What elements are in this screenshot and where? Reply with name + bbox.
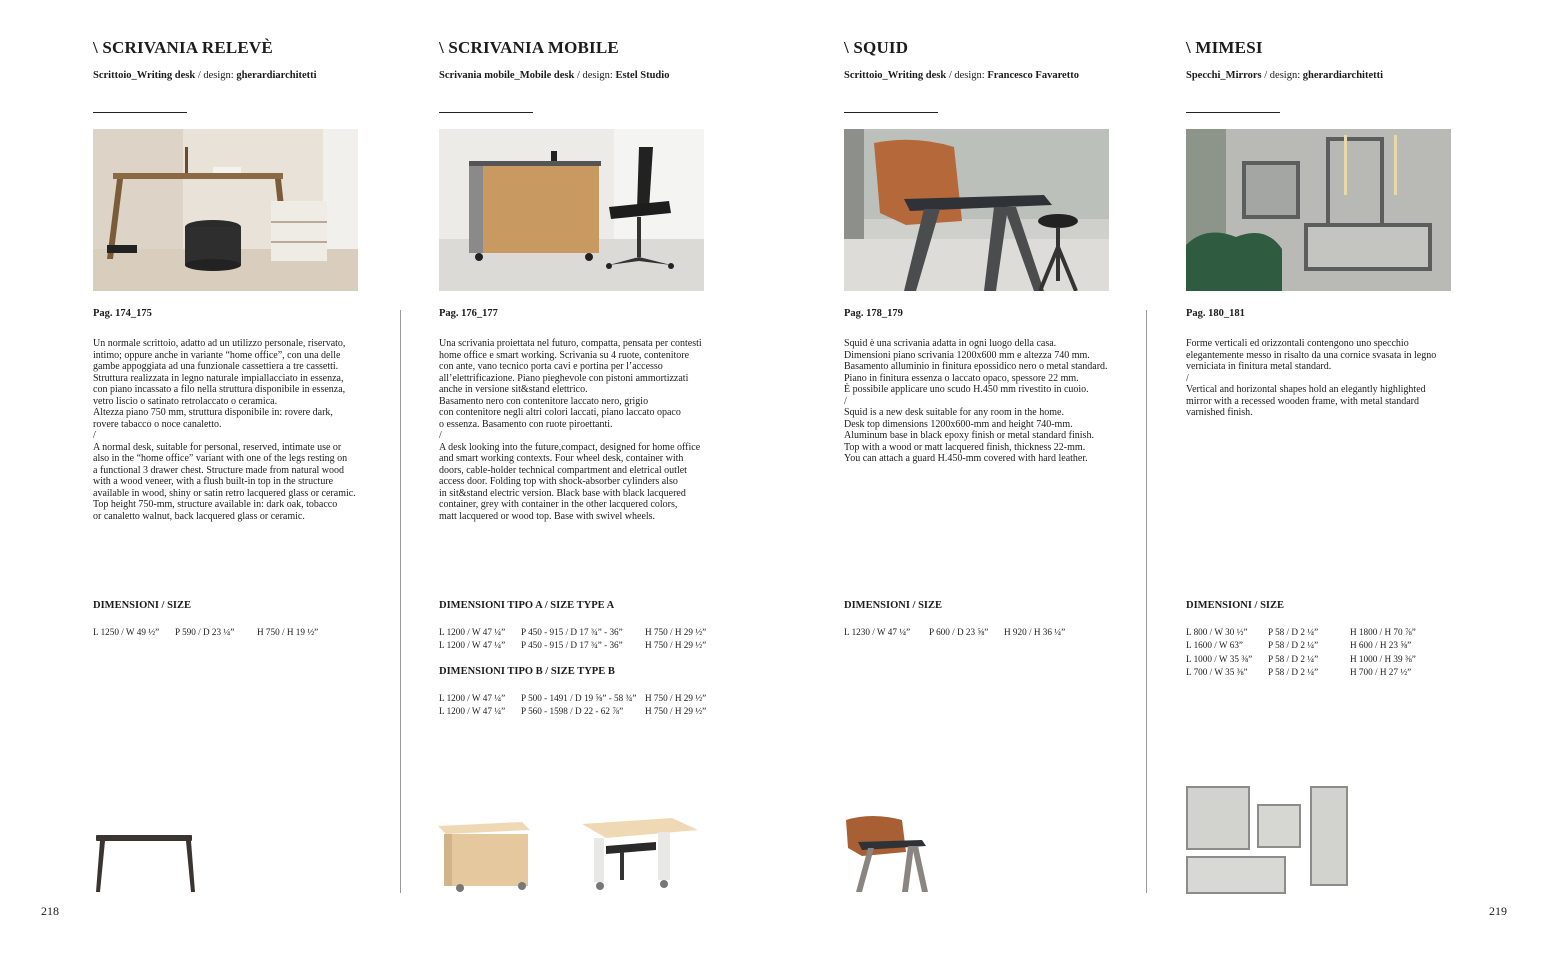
dimensions-row [1186, 625, 1424, 639]
designer-name: Francesco Favaretto [987, 70, 1079, 81]
product-squid [844, 38, 1079, 113]
dimensions-row [1186, 666, 1424, 680]
design-label: / design: [195, 70, 237, 81]
dim-depth: P 500 - 1491 / D 19 ⅝” - 58 ¾” [521, 692, 637, 703]
product-subtitle [1186, 70, 1383, 81]
product-subtitle [439, 70, 669, 81]
dim-height: H 750 / H 29 ½” [645, 640, 707, 651]
dimensions-block [1186, 600, 1424, 679]
product-type: Scrittoio_Writing desk [844, 70, 947, 81]
dimensions-heading: DIMENSIONI / SIZE [844, 600, 943, 611]
dim-width: L 1000 / W 35 ⅜” [1186, 653, 1253, 664]
product-thumbnail-releve [94, 832, 196, 894]
product-title: \ SCRIVANIA RELEVÈ [93, 38, 273, 57]
page-number-right: 219 [1489, 904, 1507, 918]
dimensions-table [93, 625, 326, 639]
product-description: Una scrivania proiettata nel futuro, compatta, pensata per contesti home office e smart working. Scrivania su 4 ruote, contenitore con ante, vano tecnico porta cavi e portina per l’accesso all’elettrificazione. Piano pieghevole con pistoni ammortizzati anche in versione sit&stand elettrico. Basamento nero con contenitore laccato nero, grigio con contenitore negli altri colori laccati, piano laccato opaco o essenza. Basamento con ruote piroettanti. / A desk looking into the future,compact, designed for home office and smart working contexts. Four wheel desk, container with doors, cable-holder technical compartment and eletrical outlet access door. Folding top with shock-absorber cylinders also in sit&stand electric version. Black base with black lacquered container, grey with container in the other lacquered colors, matt lacquered or wood top. Base with swivel wheels. [439, 338, 702, 522]
column-divider [1146, 310, 1147, 893]
dim-width: L 800 / W 30 ½” [1186, 626, 1248, 637]
product-photo-squid [844, 129, 1109, 291]
dim-height: H 600 / H 23 ⅝” [1350, 640, 1412, 651]
product-thumbnail-squid [842, 812, 928, 894]
product-type: Scrittoio_Writing desk [93, 70, 196, 81]
designer-name: Estel Studio [615, 70, 670, 81]
divider-rule [1186, 112, 1280, 113]
dim-depth: P 58 / D 2 ¼” [1268, 653, 1319, 664]
product-photo-releve [93, 129, 358, 291]
dim-depth: P 560 - 1598 / D 22 - 62 ⅞” [521, 706, 624, 717]
dim-depth: P 58 / D 2 ¼” [1268, 667, 1319, 678]
product-scrivania-mobile [439, 38, 669, 113]
dim-width: L 1200 / W 47 ¼” [439, 706, 506, 717]
designer-name: gherardiarchitetti [1302, 70, 1384, 81]
dimensions-heading: DIMENSIONI / SIZE [1186, 600, 1285, 611]
dimensions-heading-b: DIMENSIONI TIPO B / SIZE TYPE B [439, 666, 615, 677]
product-subtitle [93, 70, 317, 81]
dimensions-row [439, 691, 714, 705]
dimensions-row [1186, 639, 1424, 653]
dim-height: H 750 / H 29 ½” [645, 626, 707, 637]
dimensions-row [93, 625, 326, 639]
page-reference: Pag. 180_181 [1186, 308, 1245, 319]
divider-rule [93, 112, 187, 113]
product-description: Squid è una scrivania adatta in ogni luogo della casa. Dimensioni piano scrivania 1200x600 mm e altezza 740 mm. Basamento alluminio in finitura epossidico nero o metal standard. Piano in finitura essenza o laccato opaco, spessore 22 mm. È possibile applicare uno scudo H.450 mm rivestito in cuoio. / Squid is a new desk suitable for any room in the home. Desk top dimensions 1200x600-mm and height 740-mm. Aluminum base in black epoxy finish or metal standard finish. Top with a wood or matt lacquered finish, thickness 22-mm. You can attach a guard H.450-mm covered with hard leather. [844, 338, 1108, 464]
dim-height: H 750 / H 29 ½” [645, 706, 707, 717]
product-mimesi [1186, 38, 1383, 113]
dimensions-row [439, 705, 714, 719]
product-title: \ SCRIVANIA MOBILE [439, 38, 619, 57]
dimensions-table [844, 625, 1073, 639]
dim-depth: P 600 / D 23 ⅝” [929, 626, 989, 637]
dimensions-block [439, 600, 714, 718]
product-photo-mimesi [1186, 129, 1451, 291]
dim-height: H 1000 / H 39 ⅜” [1350, 653, 1416, 664]
dim-height: H 750 / H 19 ½” [257, 626, 319, 637]
dim-width: L 700 / W 35 ⅜” [1186, 667, 1248, 678]
dim-depth: P 450 - 915 / D 17 ¾” - 36” [521, 640, 623, 651]
dim-width: L 1200 / W 47 ¼” [439, 640, 506, 651]
dim-height: H 1800 / H 70 ⅞” [1350, 626, 1416, 637]
dim-width: L 1600 / W 63” [1186, 640, 1243, 651]
dimensions-table-b [439, 691, 714, 718]
dimensions-row [844, 625, 1073, 639]
product-photo-mobile [439, 129, 704, 291]
dimensions-block [844, 600, 1073, 639]
dim-width: L 1200 / W 47 ¼” [439, 692, 506, 703]
designer-name: gherardiarchitetti [236, 70, 317, 81]
dim-width: L 1200 / W 47 ¼” [439, 626, 506, 637]
dim-depth: P 58 / D 2 ¼” [1268, 640, 1319, 651]
dim-height: H 750 / H 29 ½” [645, 692, 707, 703]
product-description: Forme verticali ed orizzontali contengono uno specchio elegantemente messo in risalto da una cornice svasata in legno verniciata in finitura metal standard. / Vertical and horizontal shapes hold an elegantly highlighted mirror with a recessed wooden frame, with metal standard varnished finish. [1186, 338, 1437, 418]
design-label: / design: [1261, 70, 1303, 81]
product-thumbnail-mobile-closed [432, 816, 532, 894]
page-reference: Pag. 174_175 [93, 308, 152, 319]
divider-rule [439, 112, 533, 113]
product-type: Specchi_Mirrors [1186, 70, 1262, 81]
product-title: \ SQUID [844, 38, 909, 57]
page-reference: Pag. 176_177 [439, 308, 498, 319]
dimensions-row [1186, 652, 1424, 666]
product-description: Un normale scrittoio, adatto ad un utilizzo personale, riservato, intimo; oppure anche in variante “home office”, con una delle gambe appoggiata ad una funzionale cassettiera a tre cassetti. Struttura realizzata in legno naturale impiallacciato in essenza, con piano incassato a filo nella struttura disponibile in essenza, vetro liscio o satinato retrolaccato o ceramica. Altezza piano 750 mm, struttura disponibile in: rovere dark, rovere tabacco o noce canaletto. / A normal desk, suitable for personal, reserved, intimate use or also in the “home office” variant with one of the legs resting on a functional 3 drawer chest. Structure made from natural wood with a wood veneer, with a flush built-in top in the structure available in wood, shiny or satin retro lacquered glass or ceramic. Top height 750-mm, structure available in: dark oak, tobacco or canaletto walnut, back lacquered glass or ceramic. [93, 338, 356, 522]
dim-depth: P 58 / D 2 ¼” [1268, 626, 1319, 637]
product-title: \ MIMESI [1186, 38, 1263, 57]
dimensions-heading: DIMENSIONI TIPO A / SIZE TYPE A [439, 600, 615, 611]
dim-depth: P 450 - 915 / D 17 ¾” - 36” [521, 626, 623, 637]
dim-width: L 1230 / W 47 ¼” [844, 626, 911, 637]
column-divider [400, 310, 401, 893]
product-subtitle [844, 70, 1079, 81]
dimensions-heading: DIMENSIONI / SIZE [93, 600, 192, 611]
dim-depth: P 590 / D 23 ¼” [175, 626, 235, 637]
product-thumbnail-mimesi [1186, 785, 1350, 895]
page-number-left: 218 [41, 904, 59, 918]
dim-height: H 920 / H 36 ¼” [1004, 626, 1066, 637]
design-label: / design: [946, 70, 988, 81]
page-reference: Pag. 178_179 [844, 308, 903, 319]
dimensions-table [439, 625, 714, 652]
dim-width: L 1250 / W 49 ½” [93, 626, 160, 637]
product-type: Scrivania mobile_Mobile desk [439, 70, 575, 81]
dimensions-row [439, 625, 714, 639]
dimensions-row [439, 639, 714, 653]
design-label: / design: [574, 70, 616, 81]
divider-rule [844, 112, 938, 113]
dim-height: H 700 / H 27 ½” [1350, 667, 1412, 678]
dimensions-table [1186, 625, 1424, 679]
product-scrivania-releve [93, 38, 317, 113]
product-thumbnail-mobile-open [580, 816, 700, 892]
dimensions-block [93, 600, 326, 639]
